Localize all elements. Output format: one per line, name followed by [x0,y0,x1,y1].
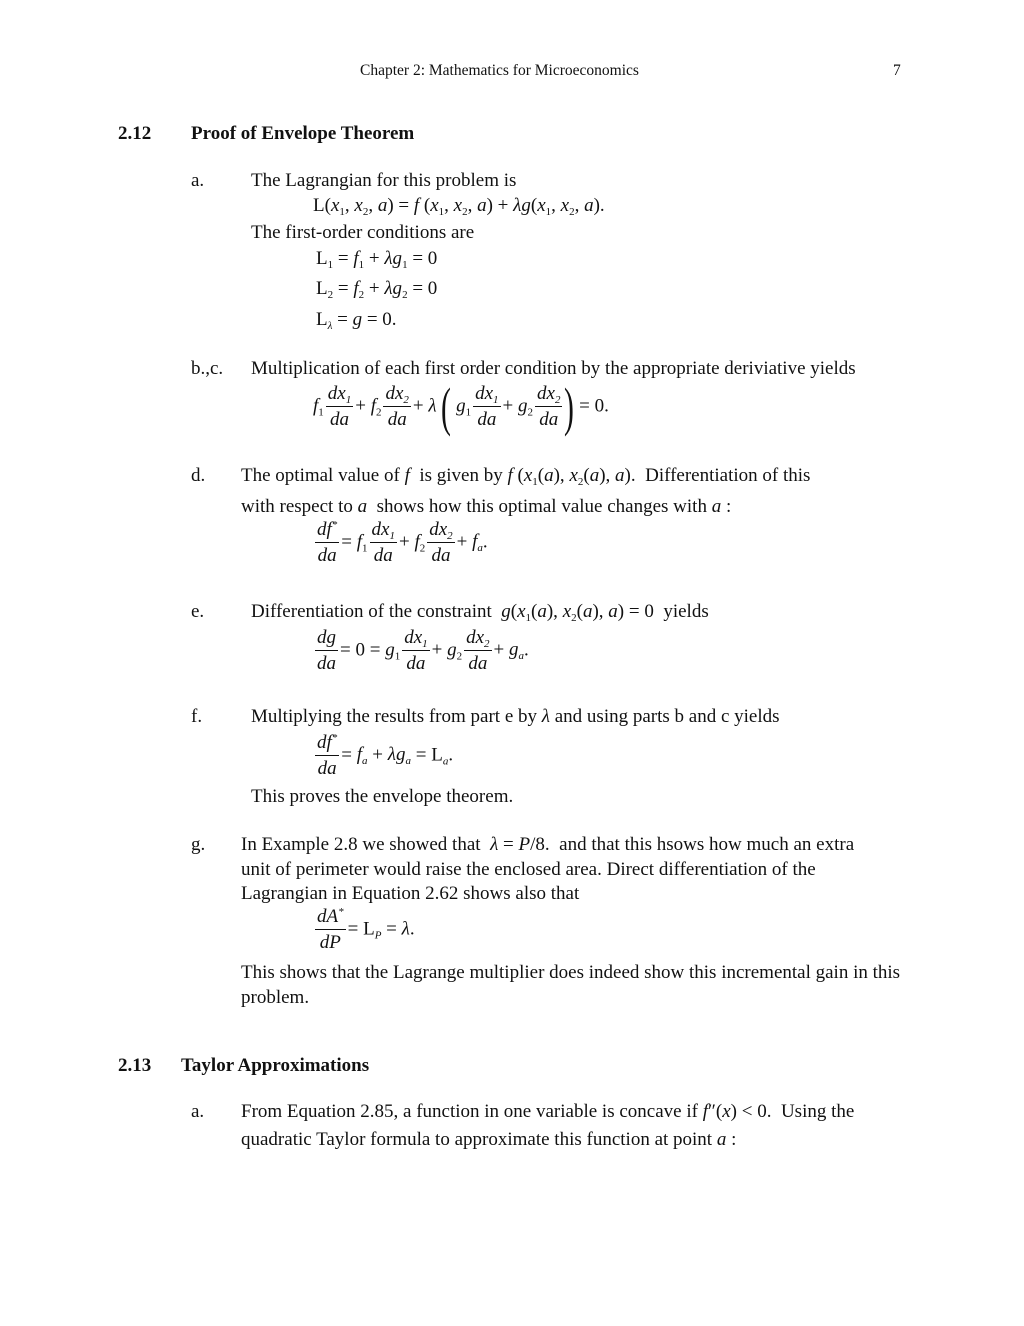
part-d-line2: with respect to a shows how this optimal value changes with a : [241,496,732,517]
part-g-conclusion: This shows that the Lagrange multiplier does indeed show this incremental gain in this problem. [241,962,901,1008]
area-derivative-equation: $\frac{dA^*}{dP}$ = $L_P = \lambda$. [317,906,415,953]
section-number: 2.12 [118,123,152,144]
part-label: a. [191,1101,205,1122]
part-label: a. [191,170,205,191]
foc-equation-3: $L_\lambda = g = 0$. [316,309,397,332]
part-a-intro: The Lagrangian for this problem is [251,170,517,191]
part-f-text: Multiplying the results from part e by λ and using parts b and c yields [251,706,780,727]
section-number: 2.13 [118,1055,152,1076]
part-f-conclusion: This proves the envelope theorem. [251,786,514,807]
running-header: Chapter 2: Mathematics for Microeconomics [360,62,639,79]
part-g-line2: unit of perimeter would raise the enclosed area. Direct differentiation of the [241,859,816,880]
section-title: Taylor Approximations [181,1055,370,1076]
part-g-line3: Lagrangian in Equation 2.62 shows also that [241,883,580,904]
constraint-derivative-equation: $\frac{dg}{da}$ = $0 = g_1$ $\frac{dx_1}{da}$ + $g_2$ $\frac{dx_2}{da}$ + $g_a$. [317,627,529,674]
lagrangian-equation: $L(x_1$, $x_2$, a) = f ($x_1$, $x_2$, $a) + \lambda g(x_1$, $x_2$, a). [313,195,605,218]
foc-intro: The first-order conditions are [251,222,475,243]
part-2-13-a-line1: From Equation 2.85, a function in one variable is concave if f″(x) < 0. Using the [241,1101,855,1122]
part-label: f. [191,706,203,727]
part-e-text: Differentiation of the constraint $g(x_1(a)$, $x_2(a)$, a) = 0 yields [251,601,709,624]
page-number: 7 [893,62,901,79]
part-g-line1: In Example 2.8 we showed that λ = P/8. and that this hsows how much an extra [241,834,855,855]
multiplied-foc-equation: $f_1$ $\frac{dx_1}{da}$ + $f_2$ $\frac{dx_2}{da}$ + λ ( $g_1$ $\frac{dx_1}{da}$ + $g_2$ $\frac{dx_2}{da}$ ) = 0. [313,377,609,437]
part-label: d. [191,465,206,486]
part-bc-text: Multiplication of each first order condition by the appropriate deriviative yields [251,358,856,379]
envelope-result-equation: $\frac{df^*}{da}$ = $f_a + \lambda g_a = L_a$. [317,732,454,779]
part-2-13-a-line2: quadratic Taylor formula to approximate this function at point a : [241,1129,737,1150]
section-title: Proof of Envelope Theorem [191,123,415,144]
part-label: e. [191,601,205,622]
part-label: g. [191,834,206,855]
part-label: b.,c. [191,358,224,379]
part-d-line1: The optimal value of f is given by f ($x_1(a)$, $x_2(a)$, a). Differentiation of this [241,465,811,488]
foc-equation-2: $L_2 = f_2 + \lambda g_2 = 0$ [316,278,438,301]
foc-equation-1: $L_1 = f_1 + \lambda g_1 = 0$ [316,248,438,271]
optimal-value-derivative-equation: $\frac{df^*}{da}$ = $f_1$ $\frac{dx_1}{da}$ + $f_2$ $\frac{dx_2}{da}$ + $f_a$. [317,519,488,566]
